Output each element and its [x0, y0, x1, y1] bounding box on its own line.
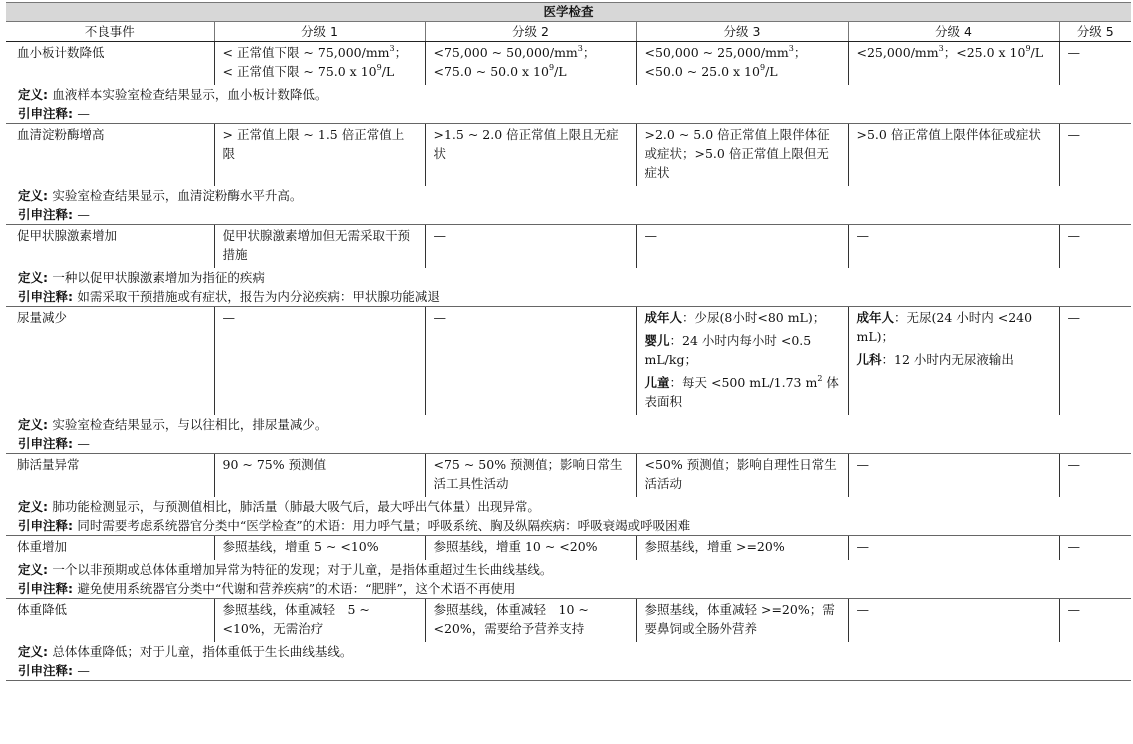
- event-name: 尿量减少: [17, 310, 68, 325]
- grade-4-cell: [848, 599, 1059, 643]
- grade-2-cell: [425, 536, 636, 561]
- grade-text: —: [1067, 602, 1080, 617]
- event-name: 肺活量异常: [17, 457, 80, 472]
- grade-5-cell: [1059, 124, 1131, 187]
- note-text: —: [77, 207, 90, 222]
- definition-text: 一个以非预期或总体体重增加异常为特征的发现；对于儿童，是指体重超过生长曲线基线。: [52, 562, 553, 577]
- note-label: 引申注释:: [18, 663, 78, 678]
- note-row: [6, 287, 1131, 307]
- header-row: [6, 22, 1131, 42]
- definition-label: 定义:: [18, 188, 53, 203]
- definition-label: 定义:: [18, 499, 53, 514]
- event-name: 体重降低: [17, 602, 68, 617]
- event-row: [6, 536, 1131, 561]
- grade-3-cell: [636, 307, 848, 416]
- event-row: [6, 225, 1131, 269]
- grade-text: 成年人：无尿(24 小时内 <240 mL)；: [856, 310, 1033, 344]
- grade-3-cell: [636, 536, 848, 561]
- grade-text: 参照基线，增重 >=20%: [644, 539, 785, 554]
- table-body: [6, 42, 1131, 681]
- grade-text: —: [1067, 228, 1080, 243]
- note-text: —: [77, 106, 90, 121]
- grade-1-cell: [214, 536, 425, 561]
- grade-text: 成年人：少尿(8小时<80 mL)；: [644, 310, 826, 325]
- grade-4-cell: [848, 307, 1059, 416]
- grade-5-cell: [1059, 225, 1131, 269]
- event-name: 血小板计数降低: [6, 42, 214, 86]
- grade-text: 儿童：每天 <500 mL/1.73 $m^2$ 体表面积: [644, 374, 839, 409]
- event-row: [6, 42, 1131, 86]
- event-name: 促甲状腺激素增加: [17, 228, 118, 243]
- definition-text: 总体体重降低；对于儿童，指体重低于生长曲线基线。: [52, 644, 353, 659]
- grade-text: <75 ~ 50% 预测值；影响日常生活工具性活动: [433, 457, 623, 491]
- definition-row: [6, 85, 1131, 104]
- grade-text: >2.0 ~ 5.0 倍正常值上限伴体征或症状；>5.0 倍正常值上限但无症状: [644, 127, 830, 180]
- grade-2-cell: [425, 454, 636, 498]
- grade-text: —: [1067, 310, 1080, 325]
- grade-2-cell: [425, 42, 636, 86]
- grade-text: 参照基线，体重减轻 5 ~ <10%，无需治疗: [222, 602, 370, 636]
- grade-text: 促甲状腺激素增加但无需采取干预措施: [222, 228, 411, 262]
- grade-3-cell: [636, 599, 848, 643]
- grade-text: —: [1067, 539, 1080, 554]
- event-row: [6, 454, 1131, 498]
- definition-text: 肺功能检测显示，与预测值相比，肺活量（肺最大吸气后，最大呼出气体量）出现异常。: [52, 499, 540, 514]
- grade-4-cell: [848, 454, 1059, 498]
- grade-3-cell: [636, 42, 848, 86]
- definition-row: [6, 268, 1131, 287]
- definition-row: [6, 642, 1131, 661]
- grade-2-cell: [425, 307, 636, 416]
- header-grade-1: 分级 1: [214, 22, 425, 42]
- note-label: 引申注释:: [18, 289, 78, 304]
- definition-label: 定义:: [18, 87, 53, 102]
- grade-3-cell: [636, 454, 848, 498]
- note-text: —: [77, 663, 90, 678]
- grade-text: —: [856, 228, 869, 243]
- note-row: [6, 434, 1131, 454]
- header-grade-4: 分级 4: [848, 22, 1059, 42]
- grade-5-cell: [1059, 307, 1131, 416]
- event-name: 血清淀粉酶增高: [17, 127, 105, 142]
- note-text: 同时需要考虑系统器官分类中“医学检查”的术语：用力呼气量；呼吸系统、胸及纵隔疾病：呼吸衰竭或呼吸困难: [77, 518, 691, 533]
- definition-text: 一种以促甲状腺激素增加为指征的疾病: [52, 270, 265, 285]
- grade-text: <75,000 ~ $50,000/mm^3$；<75.0 ~ 50.0 x $10^9/L$: [433, 44, 596, 79]
- grade-text: 参照基线，体重减轻 10 ~ <20%，需要给予营养支持: [433, 602, 589, 636]
- grade-4-cell: [848, 225, 1059, 269]
- note-text: —: [77, 436, 90, 451]
- grade-5-cell: [1059, 454, 1131, 498]
- grade-2-cell: [425, 225, 636, 269]
- note-row: [6, 579, 1131, 599]
- grade-4-cell: [848, 42, 1059, 86]
- definition-row: [6, 560, 1131, 579]
- grade-2-cell: [425, 124, 636, 187]
- note-label: 引申注释:: [18, 207, 78, 222]
- note-row: [6, 661, 1131, 681]
- note-label: 引申注释:: [18, 518, 78, 533]
- header-adverse-event: 不良事件: [6, 22, 214, 42]
- grade-text: —: [433, 310, 446, 325]
- grade-text: —: [856, 602, 869, 617]
- grade-text: > 正常值上限 ~ 1.5 倍正常值上限: [222, 127, 405, 161]
- document-page: [6, 2, 1131, 681]
- grade-text: —: [856, 457, 869, 472]
- grade-4-cell: [848, 536, 1059, 561]
- grade-text: 参照基线，体重减轻 >=20%；需要鼻饲或全肠外营养: [644, 602, 835, 636]
- note-label: 引申注释:: [18, 106, 78, 121]
- grade-text: < 正常值下限 ~ $75,000/mm^3$；< 正常值下限 ~ 75.0 x $10^9/L$: [222, 44, 408, 79]
- definition-label: 定义:: [18, 562, 53, 577]
- grade-2-cell: [425, 599, 636, 643]
- note-label: 引申注释:: [18, 581, 78, 596]
- definition-row: [6, 186, 1131, 205]
- grade-text: 参照基线，增重 10 ~ <20%: [433, 539, 598, 554]
- grade-1-cell: [214, 42, 425, 86]
- grade-text: —: [222, 310, 235, 325]
- definition-row: [6, 497, 1131, 516]
- event-name: 体重增加: [17, 539, 68, 554]
- grade-text: 儿科：12 小时内无尿液输出: [856, 352, 1014, 367]
- grade-text: 参照基线，增重 5 ~ <10%: [222, 539, 379, 554]
- grade-4-cell: [848, 124, 1059, 187]
- grade-text: —: [1067, 127, 1080, 142]
- note-row: [6, 104, 1131, 124]
- definition-label: 定义:: [18, 270, 53, 285]
- grade-text: 婴儿：24 小时内每小时 <0.5 mL/kg；: [644, 333, 812, 367]
- note-row: [6, 205, 1131, 225]
- event-row: [6, 124, 1131, 187]
- event-row: [6, 599, 1131, 643]
- header-grade-5: 分级 5: [1059, 22, 1131, 42]
- header-grade-2: 分级 2: [425, 22, 636, 42]
- grade-text: $<25,000/mm^3$；<25.0 x $10^9/L$: [856, 44, 1044, 60]
- definition-label: 定义:: [18, 417, 53, 432]
- definition-row: [6, 415, 1131, 434]
- grade-text: —: [856, 539, 869, 554]
- definition-text: 实验室检查结果显示，血清淀粉酶水平升高。: [52, 188, 303, 203]
- grade-3-cell: [636, 225, 848, 269]
- grade-text: —: [644, 228, 657, 243]
- note-row: [6, 516, 1131, 536]
- grade-1-cell: [214, 225, 425, 269]
- definition-label: 定义:: [18, 644, 53, 659]
- grade-1-cell: [214, 124, 425, 187]
- grade-text: <50,000 ~ $25,000/mm^3$；<50.0 ~ 25.0 x $10^9/L$: [644, 44, 807, 79]
- grade-1-cell: [214, 454, 425, 498]
- grade-3-cell: [636, 124, 848, 187]
- grade-text: >1.5 ~ 2.0 倍正常值上限且无症状: [433, 127, 619, 161]
- event-row: [6, 307, 1131, 416]
- grade-text: >5.0 倍正常值上限伴体征或症状: [856, 127, 1041, 142]
- note-text: 避免使用系统器官分类中“代谢和营养疾病”的术语：“肥胖”，这个术语不再使用: [77, 581, 516, 596]
- grade-1-cell: [214, 599, 425, 643]
- header-grade-3: 分级 3: [636, 22, 848, 42]
- grade-5-cell: [1059, 599, 1131, 643]
- note-label: 引申注释:: [18, 436, 78, 451]
- grade-1-cell: [214, 307, 425, 416]
- grade-text: —: [1067, 457, 1080, 472]
- grade-text: —: [433, 228, 446, 243]
- grade-5-cell: [1059, 42, 1131, 86]
- note-text: 如需采取干预措施或有症状，报告为内分泌疾病：甲状腺功能减退: [77, 289, 440, 304]
- grade-5-cell: [1059, 536, 1131, 561]
- grade-text: 90 ~ 75% 预测值: [222, 457, 327, 472]
- grade-text: <50% 预测值；影响自理性日常生活活动: [644, 457, 837, 491]
- definition-text: 血液样本实验室检查结果显示，血小板计数降低。: [52, 87, 328, 102]
- section-title: 医学检查: [6, 3, 1131, 22]
- adverse-events-table: [6, 2, 1131, 681]
- grade-text: —: [1067, 45, 1080, 60]
- definition-text: 实验室检查结果显示，与以往相比，排尿量减少。: [52, 417, 328, 432]
